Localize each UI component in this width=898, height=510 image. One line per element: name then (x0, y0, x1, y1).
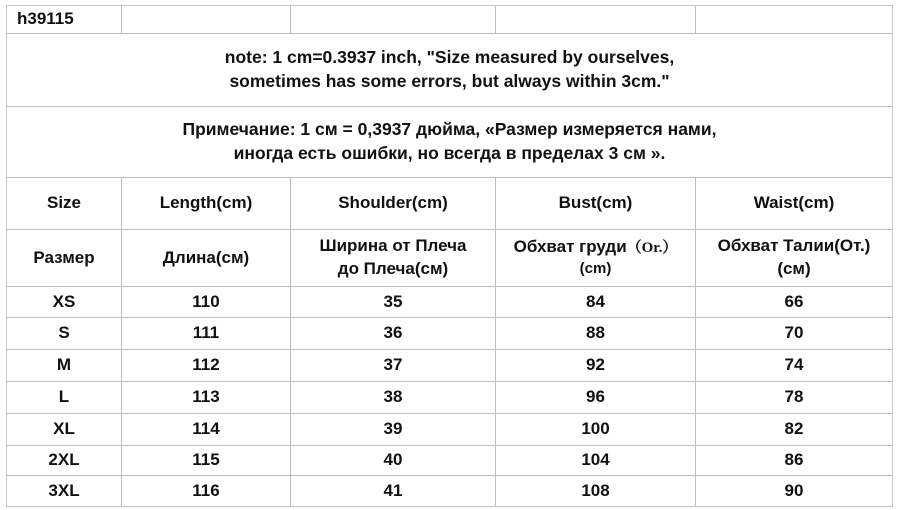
shoulder-cell: 36 (290, 318, 495, 350)
column-header-size-ru: Размер (6, 230, 121, 287)
length-cell: 116 (121, 476, 290, 507)
length-cell: 113 (121, 382, 290, 414)
bust-cell: 96 (495, 382, 695, 414)
waist-cell: 82 (695, 414, 893, 446)
size-cell: 2XL (6, 446, 121, 476)
shoulder-cell: 35 (290, 287, 495, 318)
bust-cell: 84 (495, 287, 695, 318)
table-row (0, 446, 898, 476)
table-row (0, 318, 898, 350)
shoulder-cell: 37 (290, 350, 495, 382)
column-header-waist-ru (695, 230, 893, 287)
russian-note (6, 107, 893, 178)
column-header-waist: Waist(cm) (695, 178, 893, 230)
header-row-english (0, 178, 898, 230)
length-cell: 111 (121, 318, 290, 350)
shoulder-cell: 39 (290, 414, 495, 446)
waist-cell: 86 (695, 446, 893, 476)
bust-cell: 104 (495, 446, 695, 476)
column-header-shoulder-ru (290, 230, 495, 287)
size-cell: S (6, 318, 121, 350)
russian-note-line-2: иногда есть ошибки, но всегда в пределах 3 см ». (233, 143, 666, 163)
length-cell: 110 (121, 287, 290, 318)
english-note-line-2: sometimes has some errors, but always within 3cm." (229, 71, 670, 91)
russian-note-line-1: Примечание: 1 см = 0,3937 дюйма, «Размер измеряется нами, (182, 119, 717, 140)
empty-cell (290, 5, 495, 34)
column-header-length: Length(cm) (121, 178, 290, 230)
shoulder-ru-line-2: до Плеча(см) (337, 259, 449, 278)
bust-cell: 108 (495, 476, 695, 507)
length-cell: 114 (121, 414, 290, 446)
table-row (0, 476, 898, 507)
column-header-bust-ru (495, 230, 695, 287)
shoulder-ru-line-1: Ширина от Плеча (319, 236, 467, 256)
column-header-bust: Bust(cm) (495, 178, 695, 230)
column-header-length-ru: Длина(см) (121, 230, 290, 287)
waist-cell: 70 (695, 318, 893, 350)
table-row (0, 414, 898, 446)
bust-cell: 88 (495, 318, 695, 350)
size-cell: 3XL (6, 476, 121, 507)
table-row (0, 382, 898, 414)
size-cell: XS (6, 287, 121, 318)
product-code: h39115 (6, 5, 121, 34)
waist-ru-line-1: Обхват Талии(От.) (717, 236, 871, 256)
waist-cell: 78 (695, 382, 893, 414)
empty-cell (695, 5, 893, 34)
waist-ru-line-2: (см) (777, 259, 811, 278)
column-header-size: Size (6, 178, 121, 230)
bust-cell: 100 (495, 414, 695, 446)
bust-ru-unit-small: （Or.） (626, 240, 678, 257)
waist-cell: 74 (695, 350, 893, 382)
product-code-row (0, 5, 898, 34)
size-cell: L (6, 382, 121, 414)
column-header-shoulder: Shoulder(cm) (290, 178, 495, 230)
waist-cell: 90 (695, 476, 893, 507)
shoulder-cell: 40 (290, 446, 495, 476)
bust-ru-line-2: (cm) (579, 260, 612, 278)
waist-cell: 66 (695, 287, 893, 318)
length-cell: 112 (121, 350, 290, 382)
size-cell: M (6, 350, 121, 382)
english-note-row (0, 34, 898, 107)
size-cell: XL (6, 414, 121, 446)
table-row (0, 287, 898, 318)
empty-cell (495, 5, 695, 34)
table-row (0, 350, 898, 382)
bust-ru-line-1: Обхват груди (513, 237, 627, 257)
english-note (6, 34, 893, 107)
bust-cell: 92 (495, 350, 695, 382)
english-note-line-1: note: 1 cm=0.3937 inch, "Size measured by ourselves, (224, 47, 675, 68)
length-cell: 115 (121, 446, 290, 476)
russian-note-row (0, 107, 898, 178)
empty-cell (121, 5, 290, 34)
shoulder-cell: 41 (290, 476, 495, 507)
shoulder-cell: 38 (290, 382, 495, 414)
header-row-russian (0, 230, 898, 287)
